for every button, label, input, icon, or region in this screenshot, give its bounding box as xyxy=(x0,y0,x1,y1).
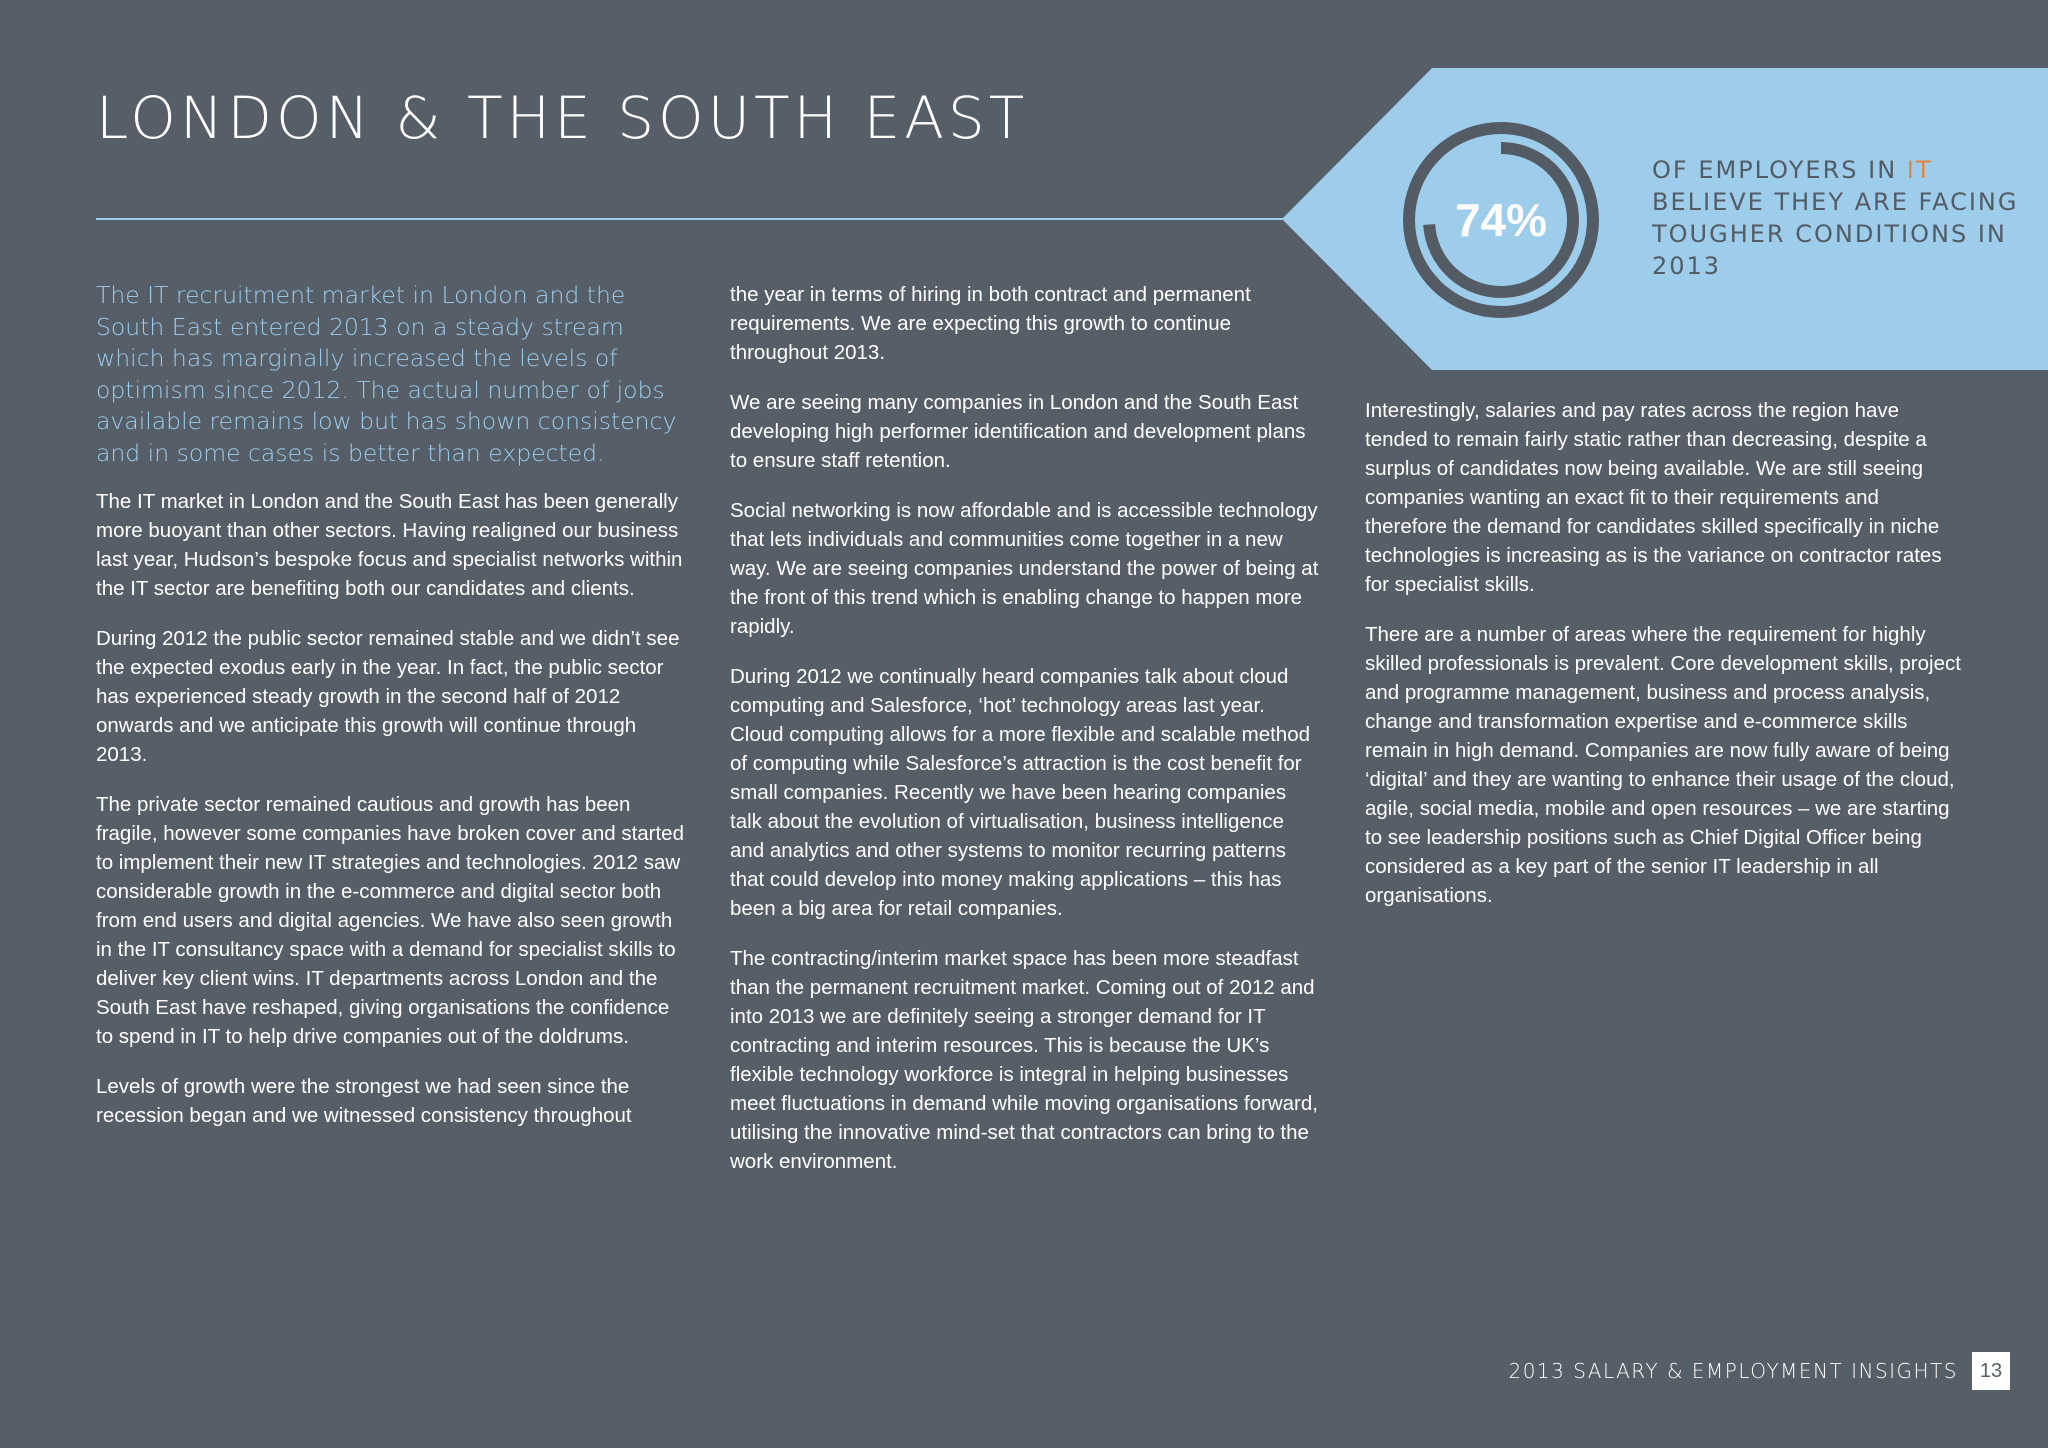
page-footer xyxy=(1508,1352,2010,1390)
body-paragraph: Interestingly, salaries and pay rates across the region have tended to remain fairly static rather than decreasing, despite a surplus of candidates now being available. We are still seeing companies wanting an exact fit to their requirements and therefore the demand for candidates skilled specifically in niche technologies is increasing as is the variance on contractor rates for specialist skills. xyxy=(1365,399,1942,596)
page-title: LONDON & THE SOUTH EAST xyxy=(96,84,1029,152)
footer-title: 2013 SALARY & EMPLOYMENT INSIGHTS xyxy=(1508,1359,1958,1383)
callout-text-suffix: BELIEVE THEY ARE FACING TOUGHER CONDITIONS IN 2013 xyxy=(1652,188,2019,280)
body-paragraph: During 2012 the public sector remained stable and we didn’t see the expected exodus early in the year. In fact, the public sector has experienced steady growth in the second half of 2012 onwards and we anticipate this growth will continue through 2013. xyxy=(96,627,680,766)
callout-text xyxy=(1652,154,2032,282)
stat-callout xyxy=(1282,68,2048,370)
callout-text-highlight: IT xyxy=(1906,156,1933,184)
body-paragraph: The contracting/interim market space has been more steadfast than the permanent recruitment market. Coming out of 2012 and into 2013 we are definitely seeing a stronger demand for IT contracting and interim resources. This is because the UK’s flexible technology workforce is integral in helping businesses meet fluctuations in demand while moving organisations forward, utilising the innovative mind-set that contractors can bring to the work environment. xyxy=(730,947,1318,1173)
percent-value: 74% xyxy=(1454,194,1548,246)
body-paragraph: The private sector remained cautious and growth has been fragile, however some companies have broken cover and started to implement their new IT strategies and technologies. 2012 saw considerable growth in the e-commerce and digital sector both from end users and digital agencies. We have also seen growth in the IT consultancy space with a demand for specialist skills to deliver key client wins. IT departments across London and the South East have reshaped, giving organisations the confidence to spend in IT to help drive companies out of the doldrums. xyxy=(96,793,684,1048)
intro-paragraph: The IT recruitment market in London and the South East entered 2013 on a steady stream which has marginally increased the levels of optimism since 2012. The actual number of jobs available remains low but has shown consistency and in some cases is better than expected. xyxy=(96,281,677,467)
body-paragraph: the year in terms of hiring in both contract and permanent requirements. We are expecting this growth to continue throughout 2013. xyxy=(730,283,1251,364)
column-2 xyxy=(730,280,1320,1197)
body-paragraph: During 2012 we continually heard companies talk about cloud computing and Salesforce, ‘hot’ technology areas last year. Cloud computing allows for a more flexible and scalable method of computing while Salesforce’s attraction is the cost benefit for small companies. Recently we have been hearing companies talk about the evolution of virtualisation, business intelligence and analytics and other systems to monitor recurring patterns that could develop into money making applications – this has been a big area for retail companies. xyxy=(730,665,1311,920)
body-paragraph: There are a number of areas where the requirement for highly skilled professionals is prevalent. Core development skills, project and programme management, business and process analysis, change and transformation expertise and e-commerce skills remain in high demand. Companies are now fully aware of being ‘digital’ and they are wanting to enhance their usage of the cloud, agile, social media, mobile and open resources – we are starting to see leadership positions such as Chief Digital Officer being considered as a key part of the senior IT leadership in all organisations. xyxy=(1365,623,1961,907)
body-paragraph: Levels of growth were the strongest we had seen since the recession began and we witnessed consistency throughout xyxy=(96,1075,632,1127)
callout-text-prefix: OF EMPLOYERS IN xyxy=(1652,156,1907,184)
column-1 xyxy=(96,280,686,1151)
body-paragraph: We are seeing many companies in London and the South East developing high performer identification and development plans to ensure staff retention. xyxy=(730,391,1306,472)
column-3 xyxy=(1365,396,1965,931)
page-number: 13 xyxy=(1972,1352,2010,1390)
title-divider xyxy=(96,218,1296,220)
body-paragraph: The IT market in London and the South East has been generally more buoyant than other sectors. Having realigned our business last year, Hudson’s bespoke focus and specialist networks within the IT sector are benefiting both our candidates and clients. xyxy=(96,490,683,600)
body-paragraph: Social networking is now affordable and is accessible technology that lets individuals and communities come together in a new way. We are seeing companies understand the power of being at the front of this trend which is enabling change to happen more rapidly. xyxy=(730,499,1319,638)
